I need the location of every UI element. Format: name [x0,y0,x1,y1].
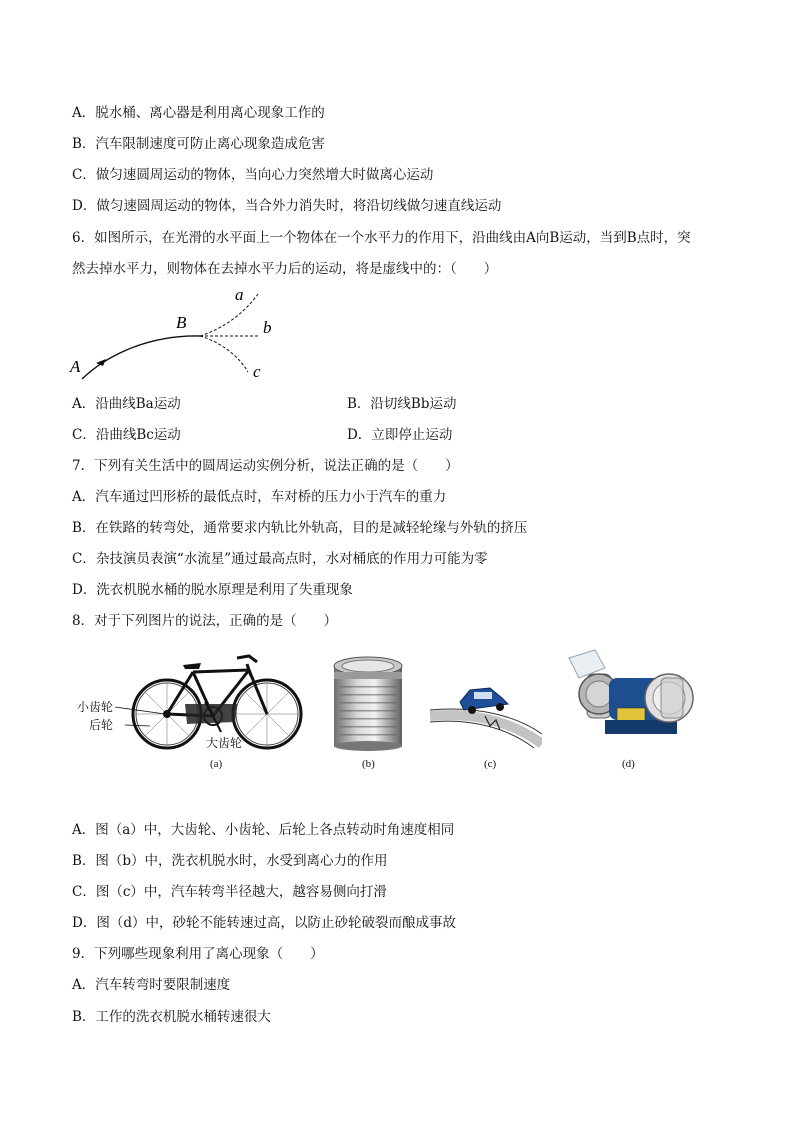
caption-c: (c) [484,758,497,770]
rear-wheel-label: 后轮 [89,718,114,732]
q8-option-d: D．图（d）中，砂轮不能转速过高，以防止砂轮破裂而酿成事故 [72,915,456,931]
q5-option-b: B．汽车限制速度可防止离心现象造成危害 [72,136,325,152]
bike-label-leaders [110,700,180,740]
q6-stem-line2: 然去掉水平力，则物体在去掉水平力后的运动，将是虚线中的：（ ） [72,261,498,277]
q6-option-a: A．沿曲线Ba运动 [72,396,181,412]
dashed-curve-c [200,336,248,372]
q9-option-b: B．工作的洗衣机脱水桶转速很大 [72,1009,271,1025]
q8-stem: 8．对于下列图片的说法，正确的是（ ） [72,613,338,629]
bench-grinder-image [565,648,697,746]
q9-stem: 9．下列哪些现象利用了离心现象（ ） [72,946,324,962]
q7-option-a: A．汽车通过凹形桥的最低点时，车对桥的压力小于汽车的重力 [72,489,447,505]
caption-d: (d) [622,758,635,770]
q6-option-b: B．沿切线Bb运动 [347,396,457,412]
q6-option-c: C．沿曲线Bc运动 [72,427,181,443]
saddle [183,663,201,669]
direction-arrow [96,359,106,366]
point-b-label: B [176,313,187,332]
q7-option-b: B．在铁路的转弯处，通常要求内轨比外轨高，目的是减轻轮缘与外轨的挤压 [72,520,528,536]
q8-option-b: B．图（b）中，洗衣机脱水时，水受到离心力的作用 [72,853,388,869]
caption-a: (a) [210,758,223,770]
caption-b: (b) [362,758,375,770]
q6-trajectory-figure [60,280,300,390]
washer-drum-image [328,652,408,752]
line-b-label: b [263,318,272,337]
point-a-label: A [70,357,81,376]
q7-stem: 7．下列有关生活中的圆周运动实例分析，说法正确的是（ ） [72,458,459,474]
q5-option-d: D．做匀速圆周运动的物体，当合外力消失时，将沿切线做匀速直线运动 [72,198,502,214]
q7-option-c: C．杂技演员表演“水流星”通过最高点时，水对桶底的作用力可能为零 [72,551,488,567]
car-turning-image [430,672,542,748]
curve-c-label: c [253,362,261,381]
big-gear-label: 大齿轮 [206,736,243,750]
q6-stem-line1: 6．如图所示，在光滑的水平面上一个物体在一个水平力的作用下，沿曲线由A向B运动，当到B点时，突 [72,230,691,246]
q8-option-c: C．图（c）中，汽车转弯半径越大，越容易侧向打滑 [72,884,387,900]
trajectory-curve-ab [82,336,200,379]
q6-option-d: D．立即停止运动 [347,427,453,443]
small-gear-label: 小齿轮 [77,700,114,714]
q8-option-a: A．图（a）中，大齿轮、小齿轮、后轮上各点转动时角速度相同 [72,822,455,838]
dashed-curve-a [200,294,258,336]
curve-a-label: a [235,285,244,304]
q5-option-c: C．做匀速圆周运动的物体，当向心力突然增大时做离心运动 [72,167,434,183]
q7-option-d: D．洗衣机脱水桶的脱水原理是利用了失重现象 [72,582,353,598]
q9-option-a: A．汽车转弯时要限制速度 [72,977,231,993]
q5-option-a: A．脱水桶、离心器是利用离心现象工作的 [72,105,325,121]
